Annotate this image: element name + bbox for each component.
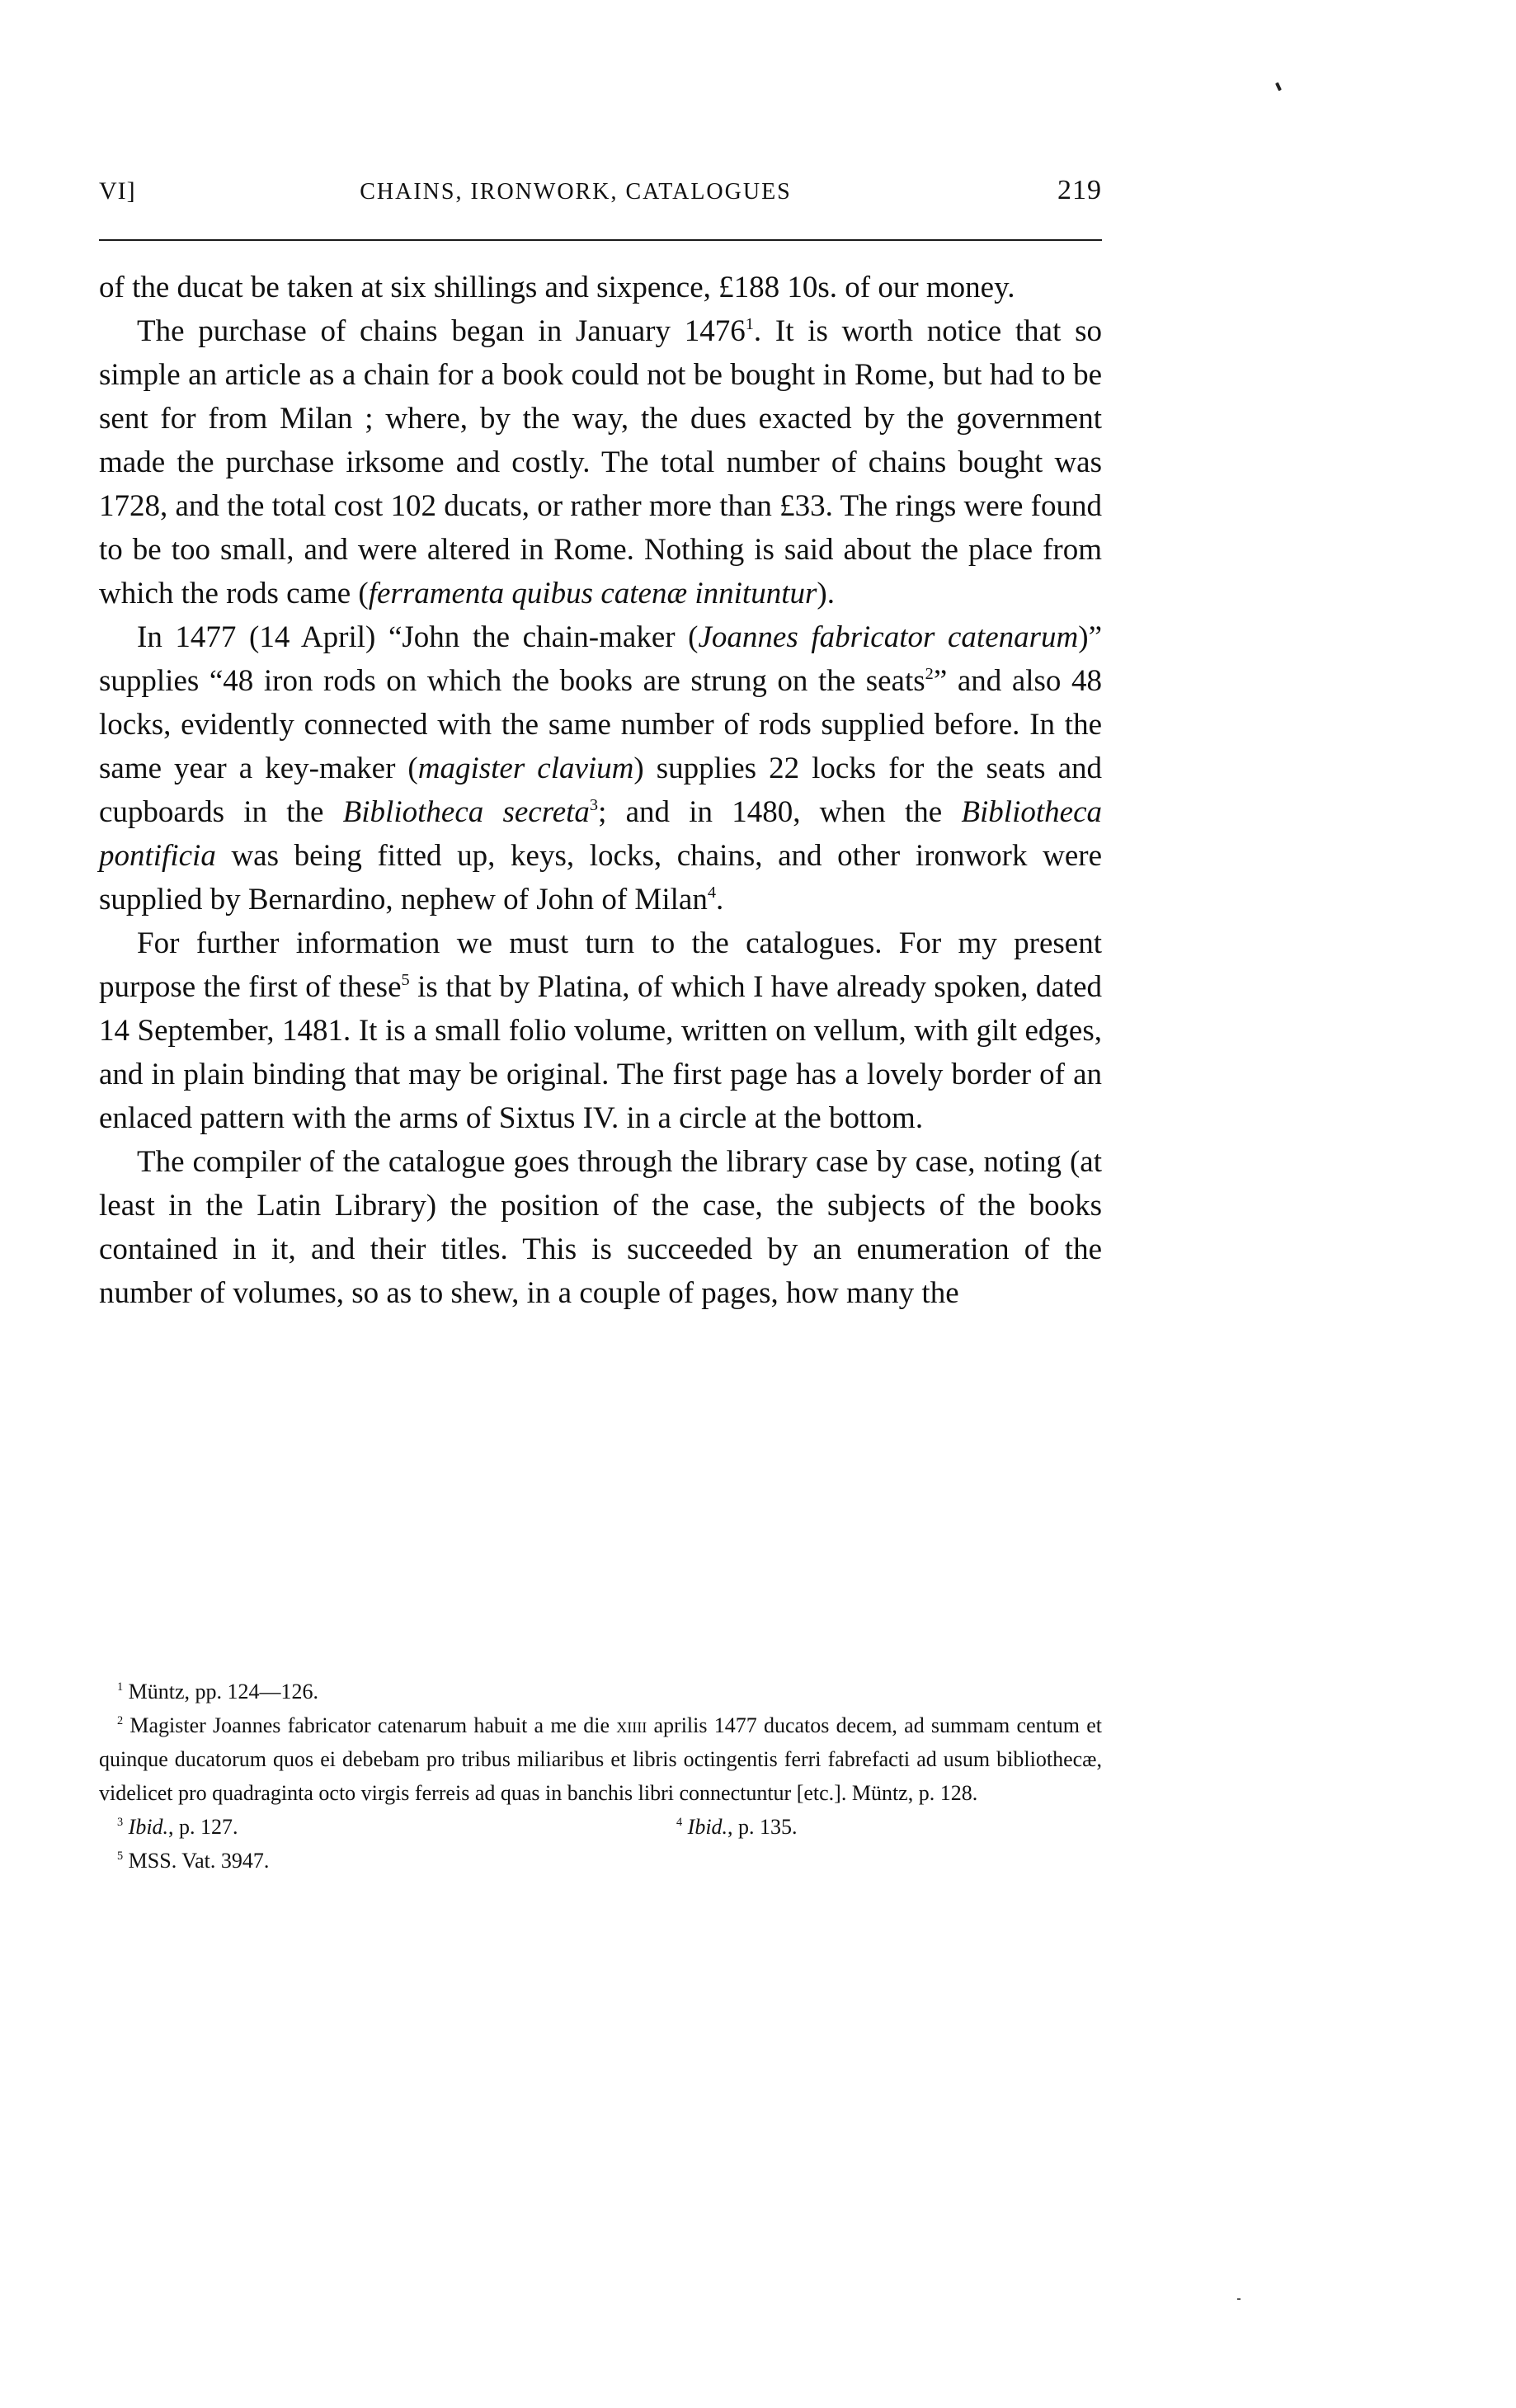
footnote-number: 5 (117, 1850, 124, 1863)
footnote-text: Müntz, pp. 124—126. (128, 1680, 319, 1704)
page-number: 219 (1057, 175, 1102, 205)
paragraph-2 (99, 309, 1102, 615)
footnotes (99, 1675, 1102, 1878)
footnote-text: aprilis 1477 ducatos decem, ad summam centum et quinque ducatorum quos ei debebam pro tribus miliaribus et libris octingentis ferri fabrefacti ad usum bibliothecæ, videlicet pro quadraginta octo virgis ferreis ad quas in banchis libri connectuntur [etc.]. Müntz, p. 128. (99, 1713, 1102, 1805)
footnote-ref-4[interactable]: 4 (707, 883, 716, 902)
paragraph-text: The compiler of the catalogue goes through the library case by case, noting (at least in the Latin Library) the position of the case, the subjects of the books contained in it, and their titles. This is succeeded by an enumeration of the number of volumes, so as to shew, in a couple of pages, how many the (99, 1145, 1102, 1310)
footnote-ref-1[interactable]: 1 (745, 314, 754, 333)
paragraph-text: is that by Platina, of which I have already spoken, dated 14 September, 1481. It is a small folio volume, written on vellum, with gilt edges, and in plain binding that may be original. The first page has a lovely border of an enlaced pattern with the arms of Sixtus IV. in a circle at the bottom. (99, 970, 1102, 1135)
running-title: CHAINS, IRONWORK, CATALOGUES (360, 179, 792, 205)
paragraph-text: . It is worth notice that so simple an article as a chain for a book could not be bought in Rome, but had to be sent for from Milan ; where, by the way, the dues exacted by the government made the purchase irksome and costly. The total number of chains bought was 1728, and the total cost 102 ducats, or rather more than £33. The rings were found to be too small, and were altered in Rome. Nothing is said about the place from which the rods came ( (99, 314, 1103, 610)
paragraph-1 (99, 266, 1102, 309)
footnote-text: , p. 127. (168, 1815, 238, 1839)
footnote-number: 1 (117, 1680, 124, 1694)
scan-speck (1275, 82, 1282, 92)
paragraph-text: . (716, 883, 724, 917)
footnote-1 (99, 1675, 1102, 1708)
footnote-2 (99, 1708, 1102, 1810)
chapter-number: VI] (99, 177, 136, 205)
paragraph-text: ” and also 48 locks, evidently connected with the same number of rods supplied before. In the same year a key-maker ( (99, 664, 1102, 785)
latin-phrase: Bibliotheca pontificia (99, 795, 1102, 873)
footnote-text: MSS. Vat. 3947. (128, 1849, 270, 1873)
paragraph-3 (99, 615, 1102, 921)
footnote-italic: Ibid. (687, 1815, 728, 1839)
footnote-ref-5[interactable]: 5 (401, 970, 410, 989)
footnote-number: 4 (676, 1816, 683, 1829)
running-head (99, 175, 1102, 216)
latin-phrase: magister clavium (417, 752, 634, 785)
paragraph-text: In 1477 (14 April) “John the chain-maker ( (137, 620, 699, 654)
latin-phrase: ferramenta quibus catenæ innituntur (368, 577, 817, 610)
footnote-number: 3 (117, 1816, 124, 1829)
paragraph-text: For further information we must turn to the catalogues. For my present purpose the first of these (99, 926, 1102, 1004)
paragraph-5 (99, 1140, 1102, 1315)
footnote-3 (99, 1810, 676, 1844)
latin-phrase: Joannes fabricator catenarum (698, 620, 1079, 654)
footnote-row-3-4 (99, 1810, 1102, 1844)
paragraph-text: of the ducat be taken at six shillings and sixpence, £188 10s. of our money. (99, 271, 1015, 304)
footnote-italic: Ibid. (128, 1815, 169, 1839)
footnote-5 (99, 1844, 1102, 1878)
footnote-ref-3[interactable]: 3 (589, 795, 599, 814)
paragraph-text: )” supplies “48 iron rods on which the books are strung on the seats (99, 620, 1103, 698)
scan-speck (1237, 2298, 1241, 2300)
paragraph-4 (99, 921, 1102, 1140)
footnote-number: 2 (117, 1714, 124, 1727)
roman-numeral: xiiii (616, 1713, 647, 1737)
body-text (99, 266, 1102, 1315)
paragraph-text: ) supplies 22 locks for the seats and cupboards in the (99, 752, 1102, 829)
paragraph-text: ). (817, 577, 835, 610)
paragraph-text: was being fitted up, keys, locks, chains, and other ironwork were supplied by Bernardino, nephew of John of Milan (99, 839, 1102, 917)
header-rule (99, 239, 1102, 241)
paragraph-text: The purchase of chains began in January 1476 (137, 314, 746, 348)
footnote-text: , p. 135. (727, 1815, 798, 1839)
paragraph-text: ; and in 1480, when the (598, 795, 962, 829)
footnote-text: Magister Joannes fabricator catenarum habuit a me die (129, 1713, 617, 1737)
latin-phrase: Bibliotheca secreta (342, 795, 590, 829)
footnote-4 (676, 1810, 798, 1844)
footnote-ref-2[interactable]: 2 (925, 664, 934, 683)
